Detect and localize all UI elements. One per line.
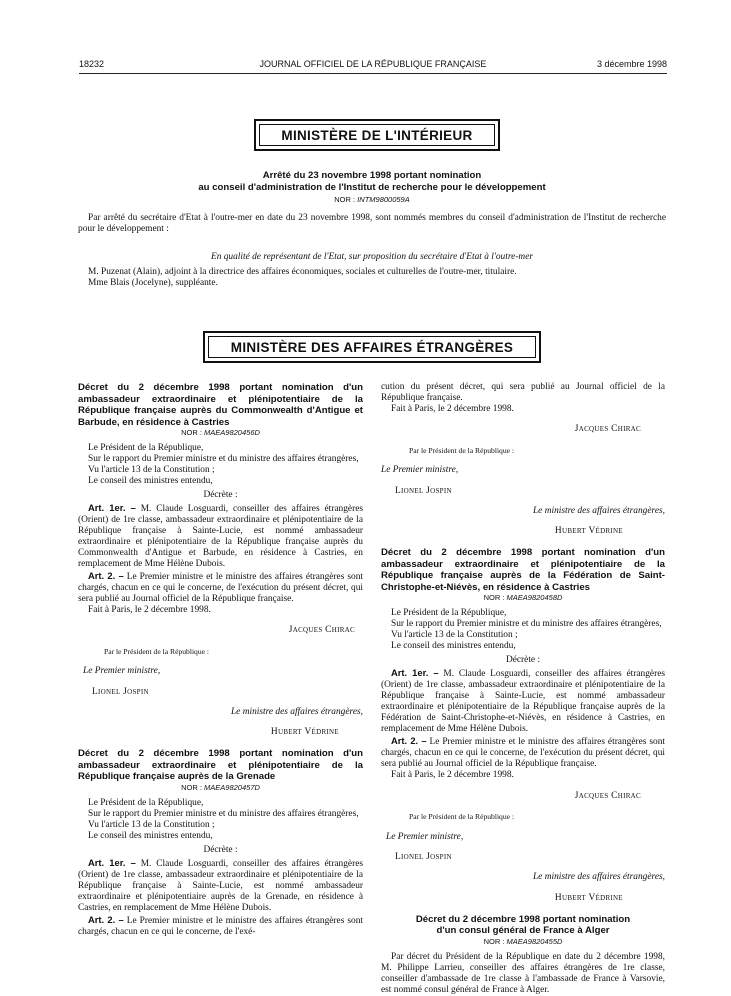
arrete-intro-text: Par arrêté du secrétaire d'Etat à l'outre-mer en date du 23 novembre 1998, sont nommés membres du conseil d'administration de l'Institut de recherche pour le développement : (78, 213, 666, 234)
nor-code: MAEA9820456D (204, 428, 260, 437)
nor-code: INTM9800059A (357, 195, 410, 204)
arrete-title-line2: au conseil d'administration de l'Institut de recherche pour le développement (198, 181, 546, 193)
decree3-par-le: Par le Président de la République : (409, 812, 515, 822)
decree3-rapport: Sur le rapport du Premier ministre et du ministre des affaires étrangères, (391, 619, 662, 630)
decree1-ministre-name: Hubert Védrine (270, 727, 339, 738)
decree1-art2 (78, 570, 363, 605)
decree3-signer: Jacques Chirac (574, 790, 641, 801)
decree2-signer: Jacques Chirac (574, 424, 641, 435)
nor-label: NOR : (334, 195, 356, 204)
decree2-vu: Vu l'article 13 de la Constitution ; (88, 819, 215, 830)
art2-label: Art. 2. – (88, 570, 124, 581)
art2-text: Le Premier ministre et le ministre des affaires étrangères sont chargés, chacun en ce qui le concerne, de l'exécution du présent décret, qui sera publié au Journal officiel de la République française. (78, 572, 363, 604)
decree3-title: Décret du 2 décembre 1998 portant nomination d'un ambassadeur extraordinaire et plénipotentiaire de la République française auprès de la Fédération de Saint-Christophe-et-Niévès, en résidence à Castries (381, 547, 665, 593)
decree1-president: Le Président de la République, (88, 443, 204, 453)
decree1-art1 (78, 502, 363, 570)
art1-text: M. Claude Losguardi, conseiller des affaires étrangères (Orient) de 1re classe, ambassadeur extraordinaire et plénipotentiaire de la République française à Sainte-Lucie, est nommé ambassadeur extraordinaire et plénipotentiaire de la République française auprès du Commonwealth d'Antigue et Barbude, en résidence à Castries, en remplacement de Mme Hélène Dubois. (78, 504, 364, 569)
decree2-rapport: Sur le rapport du Premier ministre et du ministre des affaires étrangères, (88, 808, 359, 819)
decree1-title: Décret du 2 décembre 1998 portant nomination d'un ambassadeur extraordinaire et plénipotentiaire de la République française auprès du Commonwealth d'Antigue et Barbude, en résidence à Castries (78, 382, 363, 428)
arrete-nor (78, 195, 666, 205)
decree4-title-line2: d'un consul général de France à Alger (436, 925, 610, 937)
decree3-art1 (381, 667, 665, 735)
nor-label: NOR : (483, 593, 505, 603)
decree2-body (78, 798, 363, 938)
decree2-conseil: Le conseil des ministres entendu, (88, 830, 213, 841)
decree2-fait: Fait à Paris, le 2 décembre 1998. (391, 404, 514, 414)
decree3-fait: Fait à Paris, le 2 décembre 1998. (391, 770, 514, 781)
decree2-par-le: Par le Président de la République : (409, 445, 515, 455)
arrete-title (78, 170, 666, 193)
decree1-premier-title: Le Premier ministre, (83, 666, 161, 677)
decree2-decrete: Décrète : (203, 844, 238, 855)
decree3-ministre-name: Hubert Védrine (554, 892, 623, 903)
decree3-body (381, 608, 665, 903)
decree2-continuation (381, 382, 665, 537)
decree1-conseil: Le conseil des ministres entendu, (88, 476, 213, 486)
decree3-nor (381, 593, 665, 603)
decree1-par-le: Par le Président de la République : (104, 646, 210, 656)
decree3-conseil: Le conseil des ministres entendu, (391, 641, 516, 652)
decree3-president: Le Président de la République, (391, 608, 507, 619)
decree1-signer: Jacques Chirac (288, 625, 355, 636)
decree4-nor (381, 937, 665, 947)
decree3-art2 (381, 735, 665, 770)
art1-label: Art. 1er. – (88, 502, 136, 513)
decree2-president: Le Président de la République, (88, 797, 204, 808)
art2-text: Le Premier ministre et le ministre des affaires étrangères sont chargés, chacun en ce qui le concerne, de l'exé- (78, 915, 363, 937)
arrete-title-line1: Arrêté du 23 novembre 1998 portant nomination (262, 170, 482, 181)
page-number: 18232 (79, 59, 105, 69)
nor-code: MAEA9820458D (506, 593, 563, 603)
decree1-ministre-title: Le ministre des affaires étrangères, (230, 706, 363, 717)
art1-label: Art. 1er. – (88, 856, 136, 868)
nor-code: MAEA9820455D (506, 936, 563, 946)
ministry-interior-title: MINISTÈRE DE L'INTÉRIEUR (259, 124, 495, 146)
decree1-rapport: Sur le rapport du Premier ministre et du ministre des affaires étrangères, (88, 454, 359, 464)
decree2-art1 (78, 857, 363, 914)
journal-title: JOURNAL OFFICIEL DE LA RÉPUBLIQUE FRANÇAISE (259, 59, 487, 69)
decree2-nor (78, 783, 363, 793)
left-column (78, 382, 363, 938)
arrete-member-2: Mme Blais (Jocelyne), suppléante. (88, 278, 218, 288)
arrete-intro (78, 213, 666, 235)
decree4-text: Par décret du Président de la République en date du 2 décembre 1998, M. Philippe Larrieu, conseiller des affaires étrangères de 1re classe, conseiller d'ambassade de 1re classe à l'ambassade de France à Varsovie, est nommé consul général de France à Alger. (381, 951, 665, 995)
art2-text: Le Premier ministre et le ministre des affaires étrangères sont chargés, chacun en ce qui le concerne, de l'exécution du présent décret, qui sera publié au Journal officiel de la République française. (381, 737, 665, 770)
decree2-ministre-title: Le ministre des affaires étrangères, (532, 505, 665, 516)
art2-label: Art. 2. – (391, 735, 427, 747)
arrete-members (78, 267, 666, 289)
arrete-subhead: En qualité de représentant de l'Etat, sur proposition du secrétaire d'Etat à l'outre-mer (210, 252, 534, 262)
ministry-foreign-affairs-box (203, 331, 541, 363)
decree3-decrete: Décrète : (505, 655, 541, 666)
decree2-premier-name: Lionel Jospin (395, 485, 452, 496)
decree1-vu: Vu l'article 13 de la Constitution ; (88, 465, 215, 475)
decree1-body (78, 443, 363, 738)
decree2-premier-title: Le Premier ministre, (381, 465, 459, 476)
art2-label: Art. 2. – (88, 913, 124, 925)
decree1-nor (78, 428, 363, 438)
decree4-title-line1: Décret du 2 décembre 1998 portant nomination (415, 913, 631, 925)
running-header (79, 57, 667, 74)
nor-label: NOR : (181, 428, 202, 437)
decree1-fait: Fait à Paris, le 2 décembre 1998. (88, 605, 211, 615)
ministry-foreign-affairs-title: MINISTÈRE DES AFFAIRES ÉTRANGÈRES (208, 336, 536, 358)
decree1-decrete: Décrète : (203, 490, 238, 500)
decree3-vu: Vu l'article 13 de la Constitution ; (391, 630, 518, 641)
decree2-art2 (78, 914, 363, 938)
decree2-title: Décret du 2 décembre 1998 portant nomination d'un ambassadeur extraordinaire et plénipotentiaire de la République française auprès de la Grenade (78, 748, 363, 783)
decree2-cont-text: cution du présent décret, qui sera publié au Journal officiel de la République française. (381, 382, 665, 403)
decree3-premier-title: Le Premier ministre, (386, 831, 464, 842)
decree2-ministre-name: Hubert Védrine (554, 526, 623, 537)
decree3-premier-name: Lionel Jospin (395, 851, 452, 862)
art1-text: M. Claude Losguardi, conseiller des affaires étrangères (Orient) de 1re classe, ambassadeur extraordinaire et plénipotentiaire de la République française à Sainte-Lucie, est nommé ambassadeur extraordinaire et plénipotentiaire de la République française auprès de la Fédération de Saint-Christophe-et-Niévès, en résidence à Castries, en remplacement de Mme Hélène Dubois. (381, 669, 666, 735)
arrete-member-1: M. Puzenat (Alain), adjoint à la directrice des affaires économiques, sociales et culturelles de l'outre-mer, titulaire. (88, 267, 517, 277)
nor-label: NOR : (181, 782, 202, 792)
right-column (381, 382, 665, 996)
ministry-interior-box (254, 119, 500, 151)
nor-label: NOR : (483, 936, 505, 946)
decree3-ministre-title: Le ministre des affaires étrangères, (532, 872, 665, 883)
issue-date: 3 décembre 1998 (596, 59, 667, 69)
art1-text: M. Claude Losguardi, conseiller des affaires étrangères (Orient) de 1re classe, ambassadeur extraordinaire et plénipotentiaire de la République française à Sainte-Lucie, est nommé ambassadeur extraordinaire et plénipotentiaire auprès de la Grenade, en résidence à Castries, en remplacement de Mme Hélène Dubois. (78, 858, 364, 913)
decree1-premier-name: Lionel Jospin (92, 686, 149, 697)
art1-label: Art. 1er. – (391, 667, 439, 679)
decree4-title (381, 914, 665, 937)
nor-code: MAEA9820457D (204, 782, 260, 792)
decree4-body (381, 952, 665, 996)
